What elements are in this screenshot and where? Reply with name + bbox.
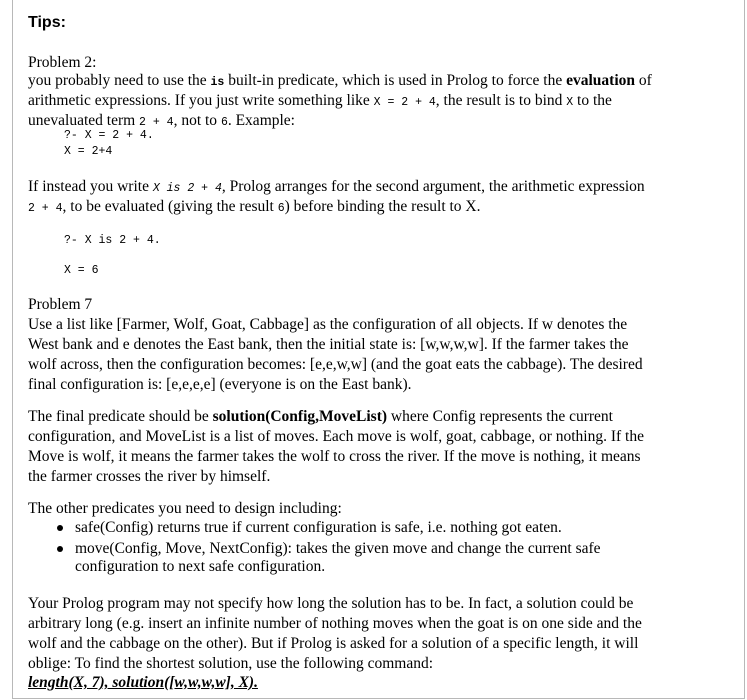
text-span: , not to [173, 112, 221, 129]
problem2-line-1 [28, 71, 652, 93]
text-span: The final predicate should be [28, 408, 213, 425]
text-span: . Example: [227, 112, 295, 129]
text-span: where Config represents the current [387, 408, 613, 425]
text-span: ) before binding the result to X. [284, 198, 481, 215]
paragraph-line: arbitrary long (e.g. insert an infinite number of nothing moves when the goat is on one side and the [28, 615, 642, 632]
solution-predicate-bold: solution(Config,MoveList) [212, 408, 388, 425]
paragraph-line: wolf and the cabbage on the other). But if Prolog is asked for a solution of a specific length, it will [28, 635, 639, 652]
paragraph-line: configuration, and MoveList is a list of moves. Each move is wolf, goat, cabbage, or nothing. If the [28, 428, 644, 445]
paragraph-line: The other predicates you need to design including: [28, 500, 342, 517]
inline-code: X is 2 + 4 [152, 182, 222, 195]
bullet-icon [57, 546, 63, 552]
inline-code: X = 2 + 4 [373, 96, 436, 109]
paragraph-line: wolf across, then the configuration becomes: [e,e,w,w] (and the goat eats the cabbage). The desired [28, 356, 643, 373]
is-predicate-code: is [210, 76, 225, 89]
solution-predicate-line [28, 407, 613, 427]
example-code-line: X = 2+4 [64, 145, 113, 158]
example-code-line: ?- X is 2 + 4. [64, 234, 161, 247]
text-span: , Prolog arranges for the second argument, the arithmetic expression [221, 178, 645, 195]
text-span: you probably need to use the [28, 72, 211, 89]
text-span: , to be evaluated (giving the result [62, 198, 278, 215]
tips-title: Tips: [28, 14, 66, 31]
example-code-line: X = 6 [64, 264, 99, 277]
text-span: , the result is to bind [435, 92, 567, 109]
inline-code: 6 [277, 202, 285, 215]
text-span: If instead you write [28, 178, 153, 195]
shortest-solution-command: length(X, 7), solution([w,w,w,w], X). [28, 674, 258, 691]
inline-code: 2 + 4 [139, 116, 174, 129]
paragraph-line: the farmer crosses the river by himself. [28, 468, 271, 485]
bullet-item-move-cont: configuration to next safe configuration. [75, 558, 326, 575]
problem2-heading: Problem 2: [28, 54, 97, 71]
problem2-instead-line-2 [28, 197, 481, 219]
text-span: of [635, 72, 652, 89]
bullet-item-safe: safe(Config) returns true if current configuration is safe, i.e. nothing got eaten. [75, 519, 562, 536]
bullet-item-move: move(Config, Move, NextConfig): takes the given move and change the current safe [75, 540, 601, 557]
text-span: built-in predicate, which is used in Prolog to force the [224, 72, 567, 89]
inline-code: 6 [220, 116, 228, 129]
text-span: unevaluated term [28, 112, 140, 129]
paragraph-line: Use a list like [Farmer, Wolf, Goat, Cabbage] as the configuration of all objects. If w denotes the [28, 316, 628, 333]
paragraph-line: oblige: To find the shortest solution, use the following command: [28, 655, 434, 672]
paragraph-line: Move is wolf, it means the farmer takes the wolf to cross the river. If the move is nothing, it means [28, 448, 641, 465]
inline-code: 2 + 4 [28, 202, 63, 215]
paragraph-line: West bank and e denotes the East bank, then the initial state is: [w,w,w,w]. If the farmer takes the [28, 336, 629, 353]
paragraph-line: Your Prolog program may not specify how long the solution has to be. In fact, a solution could be [28, 595, 634, 612]
text-span: arithmetic expressions. If you just write something like [28, 92, 374, 109]
bullet-icon [57, 525, 63, 531]
text-span: to the [573, 92, 612, 109]
problem2-line-2 [28, 91, 612, 113]
paragraph-line: final configuration is: [e,e,e,e] (everyone is on the East bank). [28, 376, 412, 393]
problem2-instead-line-1 [28, 177, 645, 199]
inline-code: X [566, 96, 574, 109]
problem7-heading: Problem 7 [28, 296, 93, 313]
example-code-line: ?- X = 2 + 4. [64, 129, 154, 142]
evaluation-bold: evaluation [566, 72, 636, 89]
